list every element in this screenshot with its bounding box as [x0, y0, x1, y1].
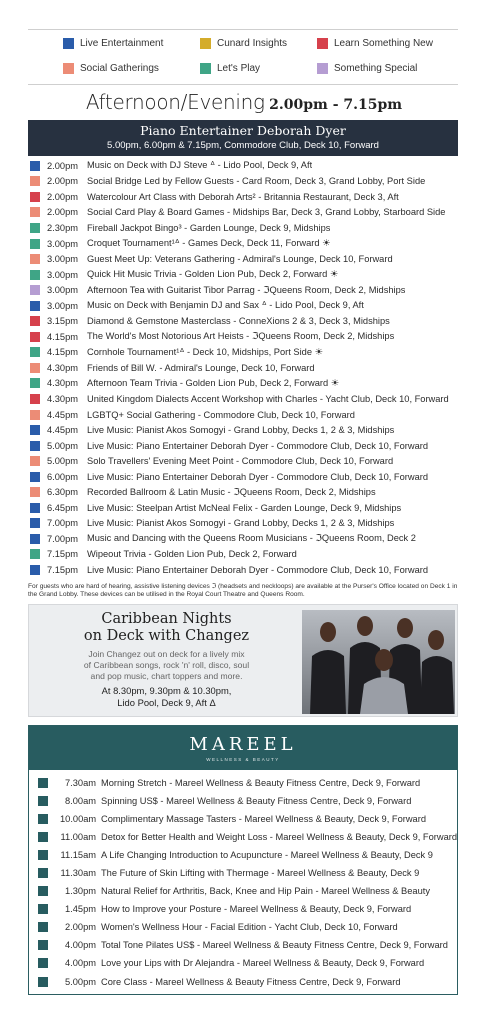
event-time: 7.00pm	[47, 518, 79, 529]
event-time: 3.00pm	[47, 254, 79, 265]
category-swatch	[30, 332, 40, 342]
event-time: 6.30pm	[47, 487, 79, 498]
event-time: 4.30pm	[47, 393, 79, 404]
promo-body-line: Join Changez out on deck for a lively mix	[88, 649, 245, 659]
legend-item-something-special	[317, 63, 417, 74]
mareel-event-row	[38, 954, 458, 972]
category-swatch	[30, 363, 40, 373]
mareel-event-row	[38, 900, 458, 918]
category-swatch	[30, 456, 40, 466]
event-row	[30, 282, 470, 298]
category-swatch	[30, 285, 40, 295]
mareel-swatch	[38, 778, 48, 788]
event-description: Social Card Play & Board Games - Midships Bar, Deck 3, Grand Lobby, Starboard Side	[87, 207, 446, 218]
event-description: Live Music: Steelpan Artist McNeal Felix - Garden Lounge, Deck 9, Midships	[87, 502, 402, 513]
event-description: Live Music: Pianist Akos Somogyi - Grand Lobby, Decks 1, 2 & 3, Midships	[87, 518, 395, 529]
mareel-event-time: 4.00pm	[64, 958, 96, 969]
mareel-event-description: Core Class - Mareel Wellness & Beauty Fitness Centre, Deck 9, Forward	[101, 976, 401, 987]
mareel-tagline: WELLNESS & BEAUTY	[206, 757, 280, 762]
event-row	[30, 422, 470, 438]
promo-title-line: on Deck with Changez	[83, 628, 250, 644]
event-row	[30, 313, 470, 329]
mareel-event-description: Women's Wellness Hour - Facial Edition - Yacht Club, Deck 10, Forward	[101, 922, 398, 933]
mareel-event-description: Morning Stretch - Mareel Wellness & Beauty Fitness Centre, Deck 9, Forward	[101, 778, 421, 789]
legend-item-cunard-insights	[200, 38, 287, 49]
category-swatch	[30, 223, 40, 233]
promo-body-line: of Caribbean songs, rock 'n' roll, disco, soul	[83, 660, 250, 670]
event-time: 2.00pm	[47, 191, 79, 202]
mareel-swatch	[38, 850, 48, 860]
legend-swatch	[317, 63, 328, 74]
event-description: Afternoon Team Trivia - Golden Lion Pub, Deck 2, Forward ☀	[87, 377, 340, 388]
event-time: 5.00pm	[47, 456, 79, 467]
caribbean-nights-promo	[28, 604, 458, 717]
event-time: 2.30pm	[47, 222, 79, 233]
category-swatch	[30, 410, 40, 420]
mareel-event-description: Natural Relief for Arthritis, Back, Knee and Hip Pain - Mareel Wellness & Beauty	[101, 886, 430, 897]
event-description: Live Music: Piano Entertainer Deborah Dyer - Commodore Club, Deck 10, Forward	[87, 440, 429, 451]
event-description: Social Bridge Led by Fellow Guests - Card Room, Deck 3, Grand Lobby, Port Side	[87, 176, 426, 187]
mareel-event-description: The Future of Skin Lifting with Thermage - Mareel Wellness & Beauty, Deck 9	[101, 868, 420, 879]
event-row	[30, 469, 470, 485]
events-list	[30, 158, 470, 578]
event-row	[30, 298, 470, 314]
legend-label: Social Gatherings	[80, 63, 159, 74]
mareel-swatch	[38, 868, 48, 878]
band-photo	[302, 610, 455, 714]
mareel-event-description: How to Improve your Posture - Mareel Wellness & Beauty, Deck 9, Forward	[101, 904, 412, 915]
event-time: 2.00pm	[47, 207, 79, 218]
category-swatch	[30, 549, 40, 559]
event-row	[30, 267, 470, 283]
event-time: 2.00pm	[47, 176, 79, 187]
mareel-swatch	[38, 977, 48, 987]
event-row	[30, 547, 470, 563]
legend-item-learn-something-new	[317, 38, 433, 49]
promo-title-line: Caribbean Nights	[101, 611, 232, 627]
mareel-event-description: Love your Lips with Dr Alejandra - Mareel Wellness & Beauty, Deck 9, Forward	[101, 958, 425, 969]
mareel-event-time: 8.00am	[64, 796, 96, 807]
event-row	[30, 329, 470, 345]
mareel-event-description: Total Tone Pilates US$ - Mareel Wellness & Beauty Fitness Centre, Deck 9, Forward	[101, 940, 448, 951]
mareel-event-description: Detox for Better Health and Weight Loss - Mareel Wellness & Beauty, Deck 9, Forward	[101, 832, 458, 843]
legend-swatch	[63, 63, 74, 74]
mareel-event-description: A Life Changing Introduction to Acupuncture - Mareel Wellness & Beauty, Deck 9	[101, 850, 433, 861]
event-row	[30, 407, 470, 423]
mareel-events-list	[38, 774, 458, 991]
mareel-event-row	[38, 846, 458, 864]
mareel-wellness-section	[28, 725, 458, 995]
category-swatch	[30, 301, 40, 311]
event-time: 4.15pm	[47, 331, 79, 342]
category-swatch	[30, 254, 40, 264]
category-swatch	[30, 270, 40, 280]
mareel-swatch	[38, 832, 48, 842]
category-swatch	[30, 425, 40, 435]
mareel-swatch	[38, 814, 48, 824]
mareel-event-time: 1.45pm	[64, 904, 96, 915]
event-row	[30, 174, 470, 190]
category-swatch	[30, 441, 40, 451]
category-swatch	[30, 347, 40, 357]
mareel-event-time: 10.00am	[60, 814, 97, 825]
mareel-event-row	[38, 918, 458, 936]
category-swatch	[30, 487, 40, 497]
event-description: Croquet Tournament¹ᐞ - Games Deck, Deck 11, Forward ☀	[87, 238, 331, 248]
legend-swatch	[200, 38, 211, 49]
event-description: LGBTQ+ Social Gathering - Commodore Club, Deck 10, Forward	[87, 409, 355, 420]
mareel-event-time: 11.15am	[60, 850, 96, 861]
category-swatch	[30, 534, 40, 544]
category-swatch	[30, 518, 40, 528]
category-swatch	[30, 192, 40, 202]
event-description: Solo Travellers' Evening Meet Point - Commodore Club, Deck 10, Forward	[87, 456, 394, 467]
event-row	[30, 236, 470, 252]
featured-performer-title: Piano Entertainer Deborah Dyer	[140, 123, 346, 138]
event-description: Fireball Jackpot Bingo³ - Garden Lounge, Deck 9, Midships	[87, 222, 331, 233]
legend-label: Cunard Insights	[217, 38, 288, 49]
legend-swatch	[317, 38, 328, 49]
event-description: Music and Dancing with the Queens Room Musicians - ℑQueens Room, Deck 2	[87, 533, 416, 544]
event-row	[30, 531, 470, 547]
event-time: 3.00pm	[47, 300, 79, 311]
mareel-event-row	[38, 936, 458, 954]
mareel-event-time: 7.30am	[64, 778, 96, 789]
category-swatch	[30, 565, 40, 575]
category-swatch	[30, 316, 40, 326]
event-time: 7.15pm	[47, 549, 79, 560]
event-row	[30, 220, 470, 236]
section-time-range: 2.00pm - 7.15pm	[269, 97, 403, 113]
event-time: 3.15pm	[47, 316, 79, 327]
category-swatch	[30, 503, 40, 513]
section-title	[0, 90, 488, 114]
mareel-event-row	[38, 973, 458, 991]
event-row	[30, 205, 470, 221]
event-time: 7.00pm	[47, 533, 79, 544]
category-swatch	[30, 394, 40, 404]
band-photo-illustration	[302, 610, 455, 714]
event-description: Cornhole Tournament¹ᐞ - Deck 10, Midships, Port Side ☀	[87, 346, 323, 357]
event-time: 3.00pm	[47, 285, 79, 296]
mareel-event-time: 11.30am	[60, 868, 96, 879]
event-row	[30, 391, 470, 407]
event-time: 7.15pm	[47, 564, 79, 575]
promo-times: At 8.30pm, 9.30pm & 10.30pm,	[101, 685, 232, 696]
event-description: Live Music: Pianist Akos Somogyi - Grand Lobby, Decks 1, 2 & 3, Midships	[87, 425, 395, 436]
legend-label: Something Special	[334, 63, 418, 74]
category-swatch	[30, 161, 40, 171]
mareel-header	[29, 726, 457, 770]
promo-body-line: and pop music, chart toppers and more.	[90, 671, 243, 681]
category-swatch	[30, 207, 40, 217]
event-description: Music on Deck with Benjamin DJ and Sax ᐞ - Lido Pool, Deck 9, Aft	[87, 300, 364, 311]
hearing-assistance-note: For guests who are hard of hearing, assistive listening devices ℑ (headsets and neckloops) are available at the Purser's Office located on Deck 1 in the Grand Lobby. These devices can be utilised in the Royal Court Theatre and Queens Room.	[28, 583, 458, 598]
mareel-event-time: 1.30pm	[64, 886, 96, 897]
event-row	[30, 500, 470, 516]
mareel-swatch	[38, 904, 48, 914]
event-time: 5.00pm	[47, 440, 79, 451]
event-time: 4.30pm	[47, 362, 79, 373]
event-row	[30, 345, 470, 361]
mareel-event-time: 5.00pm	[64, 976, 96, 987]
event-description: Wipeout Trivia - Golden Lion Pub, Deck 2, Forward	[87, 549, 297, 560]
event-description: United Kingdom Dialects Accent Workshop with Charles - Yacht Club, Deck 10, Forward	[87, 393, 449, 404]
event-time: 3.00pm	[47, 269, 79, 280]
mareel-event-row	[38, 774, 458, 792]
legend-item-lets-play	[200, 63, 260, 74]
legend-item-social-gatherings	[63, 63, 159, 74]
event-row	[30, 189, 470, 205]
event-description: Music on Deck with DJ Steve ᐞ - Lido Pool, Deck 9, Aft	[87, 160, 313, 171]
event-row	[30, 360, 470, 376]
featured-performer-details: 5.00pm, 6.00pm & 7.15pm, Commodore Club, Deck 10, Forward	[107, 140, 379, 151]
section-title-text: Afternoon/Evening	[85, 90, 265, 114]
mareel-event-time: 2.00pm	[64, 922, 96, 933]
event-description: Live Music: Piano Entertainer Deborah Dyer - Commodore Club, Deck 10, Forward	[87, 471, 429, 482]
mareel-event-row	[38, 810, 458, 828]
event-time: 2.00pm	[47, 160, 79, 171]
mareel-swatch	[38, 922, 48, 932]
mareel-event-row	[38, 792, 458, 810]
mareel-event-time: 11.00am	[60, 832, 96, 843]
event-time: 4.30pm	[47, 378, 79, 389]
event-time: 4.15pm	[47, 347, 79, 358]
mareel-swatch	[38, 940, 48, 950]
mareel-event-time: 4.00pm	[64, 940, 96, 951]
event-description: Live Music: Piano Entertainer Deborah Dyer - Commodore Club, Deck 10, Forward	[87, 564, 429, 575]
event-row	[30, 251, 470, 267]
event-description: Friends of Bill W. - Admiral's Lounge, Deck 10, Forward	[87, 362, 315, 373]
event-time: 4.45pm	[47, 425, 79, 436]
legend-swatch	[63, 38, 74, 49]
event-description: Recorded Ballroom & Latin Music - ℑQueens Room, Deck 2, Midships	[87, 486, 376, 497]
event-time: 3.00pm	[47, 238, 79, 249]
mareel-event-description: Spinning US$ - Mareel Wellness & Beauty Fitness Centre, Deck 9, Forward	[101, 796, 412, 807]
mareel-swatch	[38, 796, 48, 806]
legend-swatch	[200, 63, 211, 74]
featured-performer-banner	[28, 120, 458, 156]
mareel-event-description: Complimentary Massage Tasters - Mareel Wellness & Beauty, Deck 9, Forward	[101, 814, 426, 825]
mareel-swatch	[38, 958, 48, 968]
event-row	[30, 376, 470, 392]
event-row	[30, 158, 470, 174]
event-row	[30, 562, 470, 578]
event-description: Watercolour Art Class with Deborah Arts² - Britannia Restaurant, Deck 3, Aft	[87, 191, 399, 202]
legend-item-live-entertainment	[63, 38, 163, 49]
mareel-event-row	[38, 882, 458, 900]
mareel-logo: MAREEL	[189, 734, 297, 755]
event-description: Quick Hit Music Trivia - Golden Lion Pub, Deck 2, Forward ☀	[87, 269, 339, 280]
mareel-event-row	[38, 828, 458, 846]
category-swatch	[30, 176, 40, 186]
event-time: 4.45pm	[47, 409, 79, 420]
legend-label: Let's Play	[217, 63, 261, 74]
event-description: Guest Meet Up: Veterans Gathering - Admiral's Lounge, Deck 10, Forward	[87, 254, 393, 265]
event-time: 6.45pm	[47, 502, 79, 513]
mareel-event-row	[38, 864, 458, 882]
event-description: The World's Most Notorious Art Heists - ℑQueens Room, Deck 2, Midships	[87, 331, 395, 342]
event-description: Diamond & Gemstone Masterclass - ConneXions 2 & 3, Deck 3, Midships	[87, 316, 390, 327]
promo-location: Lido Pool, Deck 9, Aft Δ	[117, 697, 216, 708]
category-swatch	[30, 472, 40, 482]
legend-label: Learn Something New	[334, 38, 433, 49]
mareel-swatch	[38, 886, 48, 896]
legend-label: Live Entertainment	[80, 38, 164, 49]
event-time: 6.00pm	[47, 471, 79, 482]
category-swatch	[30, 378, 40, 388]
event-row	[30, 516, 470, 532]
event-row	[30, 438, 470, 454]
event-row	[30, 484, 470, 500]
category-swatch	[30, 239, 40, 249]
category-legend	[28, 29, 458, 85]
promo-text	[29, 611, 304, 709]
event-description: Afternoon Tea with Guitarist Tibor Parrag - ℑQueens Room, Deck 2, Midships	[87, 284, 406, 295]
event-row	[30, 453, 470, 469]
